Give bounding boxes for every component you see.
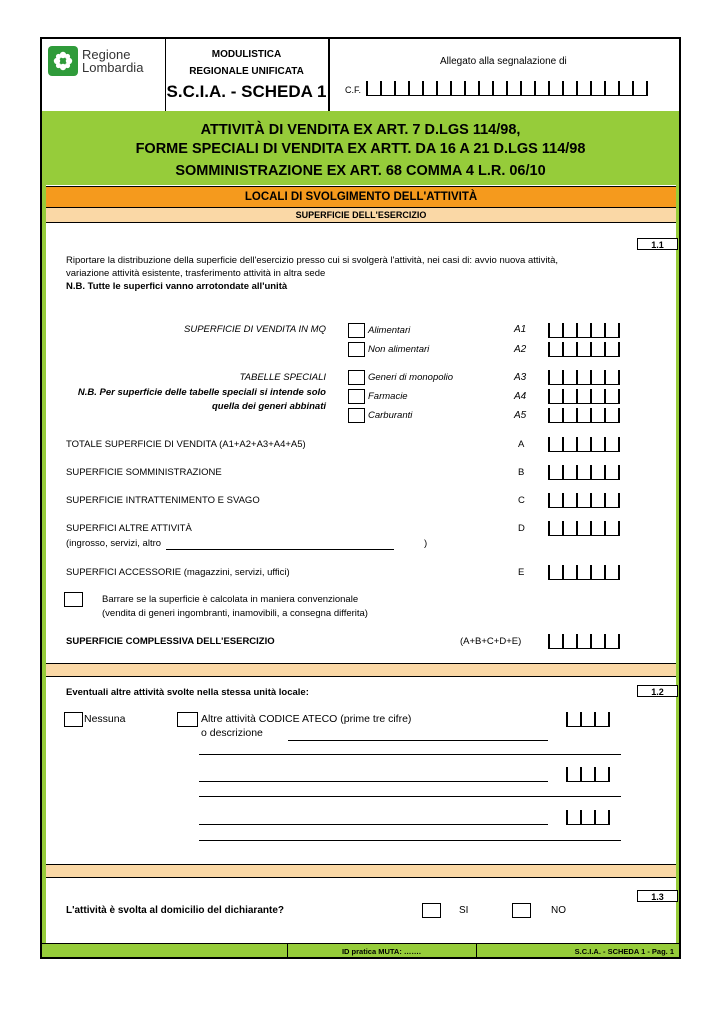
code-d: D [518,523,525,534]
intro-line-2: variazione attività esistente, trasferimento attività in altra sede [66,268,326,279]
intro-note: N.B. Tutte le superfici vanno arrotondate all'unità [66,281,288,292]
tabelle-note-2: quella dei generi abbinati [211,401,326,412]
farmacie-label: Farmacie [368,391,408,402]
s12-heading: Eventuali altre attività svolte nella stessa unità locale: [66,687,309,698]
altre-line-1: SUPERFICI ALTRE ATTIVITÀ [66,523,192,534]
code-b: B [518,467,525,478]
carburanti-checkbox[interactable] [348,408,365,423]
cf-field[interactable] [366,81,648,96]
logo-text-2: Lombardia [82,60,144,75]
monopolio-label: Generi di monopolio [368,372,454,383]
e-field[interactable] [548,565,620,580]
carburanti-label: Carburanti [368,410,413,421]
nessuna-label: Nessuna [84,713,126,725]
left-green-margin [42,185,46,957]
farmacie-checkbox[interactable] [348,389,365,404]
alimentari-checkbox[interactable] [348,323,365,338]
barrare-line-1: Barrare se la superficie è calcolata in maniera convenzionale [102,594,359,605]
no-label: NO [551,905,566,916]
nessuna-checkbox[interactable] [64,712,83,727]
a3-field[interactable] [548,370,620,385]
ateco-field-2[interactable] [566,767,610,782]
vendita-label: SUPERFICIE DI VENDITA IN MQ [184,324,326,335]
altre-attivita-line-2: o descrizione [201,727,263,739]
modulistica-line2: REGIONALE UNIFICATA [189,66,304,77]
a4-code: A4 [514,391,527,402]
a2-code: A2 [514,344,527,355]
alimentari-label: Alimentari [368,325,411,336]
descrizione-line-6[interactable] [199,840,621,841]
descrizione-line-3[interactable] [199,781,548,782]
header [42,39,679,113]
complessiva-formula: (A+B+C+D+E) [460,636,522,647]
complessiva-field[interactable] [548,634,620,649]
convenzionale-checkbox[interactable] [64,592,83,607]
a3-code: A3 [514,372,527,383]
code-e: E [518,567,525,578]
cf-label: C.F. [345,85,362,95]
a1-field[interactable] [548,323,620,338]
c-field[interactable] [548,493,620,508]
a5-code: A5 [514,410,527,421]
somministrazione-label: SUPERFICIE SOMMINISTRAZIONE [66,467,222,478]
d-field[interactable] [548,521,620,536]
intro-line-1: Riportare la distribuzione della superficie dell'esercizio presso cui si svolgerà l'attività, nei casi di: avvio nuova attività, [66,255,559,266]
altre-attivita-checkbox[interactable] [177,712,198,727]
descrizione-line-1[interactable] [288,740,548,741]
scheda-title: S.C.I.A. - SCHEDA 1 [166,82,327,101]
section-1-3-number: 1.3 [637,890,678,902]
monopolio-checkbox[interactable] [348,370,365,385]
section-1-1-number: 1.1 [637,238,678,250]
a5-field[interactable] [548,408,620,423]
tabelle-note-1: N.B. Per superficie delle tabelle speciali si intende solo [77,387,326,398]
footer-page: S.C.I.A. - SCHEDA 1 - Pag. 1 [574,947,674,956]
a2-field[interactable] [548,342,620,357]
b-field[interactable] [548,465,620,480]
tabelle-label: TABELLE SPECIALI [239,372,326,383]
logo-text-1: Regione [82,47,131,62]
section-1-2-number: 1.2 [637,685,678,697]
altre-attivita-line-1: Altre attività CODICE ATECO (prime tre cifre) [201,713,412,725]
code-c: C [518,495,525,506]
complessiva-label: SUPERFICIE COMPLESSIVA DELL'ESERCIZIO [66,636,275,647]
non-alimentari-checkbox[interactable] [348,342,365,357]
section-subheading: SUPERFICIE DELL'ESERCIZIO [295,210,427,220]
title-line-2: FORME SPECIALI DI VENDITA EX ARTT. DA 16 A 21 D.LGS 114/98 [135,141,586,157]
logo [48,46,78,76]
ateco-field-1[interactable] [566,712,610,727]
si-checkbox[interactable] [422,903,441,918]
lombardia-rose-icon [48,46,78,76]
modulistica-line1: MODULISTICA [211,49,282,60]
allegato-label: Allegato alla segnalazione di [440,56,567,67]
altre-line-2: (ingrosso, servizi, altro [66,538,162,549]
intrattenimento-label: SUPERFICIE INTRATTENIMENTO E SVAGO [66,495,260,506]
separator-band-2 [46,864,676,878]
non-alimentari-label: Non alimentari [368,344,430,355]
a-field[interactable] [548,437,620,452]
ateco-field-3[interactable] [566,810,610,825]
accessorie-label: SUPERFICI ACCESSORIE (magazzini, servizi, uffici) [66,567,290,578]
si-label: SI [459,905,469,916]
barrare-line-2: (vendita di generi ingombranti, inamovibili, a consegna differita) [102,608,368,619]
descrizione-line-5[interactable] [199,824,548,825]
section-heading: LOCALI DI SVOLGIMENTO DELL'ATTIVITÀ [244,191,478,203]
descrizione-line-4[interactable] [199,796,621,797]
right-green-margin [676,185,679,957]
a4-field[interactable] [548,389,620,404]
right-divider [328,39,330,111]
title-line-3: SOMMINISTRAZIONE EX ART. 68 COMMA 4 L.R. 06/10 [175,163,546,179]
separator-band-1 [46,663,676,677]
altre-close: ) [424,538,428,549]
totale-label: TOTALE SUPERFICIE DI VENDITA (A1+A2+A3+A4+A5) [66,439,306,450]
title-line-1: ATTIVITÀ DI VENDITA EX ART. 7 D.LGS 114/98, [200,122,521,138]
altre-input-line[interactable] [166,549,394,550]
footer-id-pratica: ID pratica MUTA: ……. [341,947,422,956]
code-a: A [518,439,525,450]
no-checkbox[interactable] [512,903,531,918]
s13-question: L'attività è svolta al domicilio del dichiarante? [66,905,284,916]
descrizione-line-2[interactable] [199,754,621,755]
a1-code: A1 [514,324,527,335]
